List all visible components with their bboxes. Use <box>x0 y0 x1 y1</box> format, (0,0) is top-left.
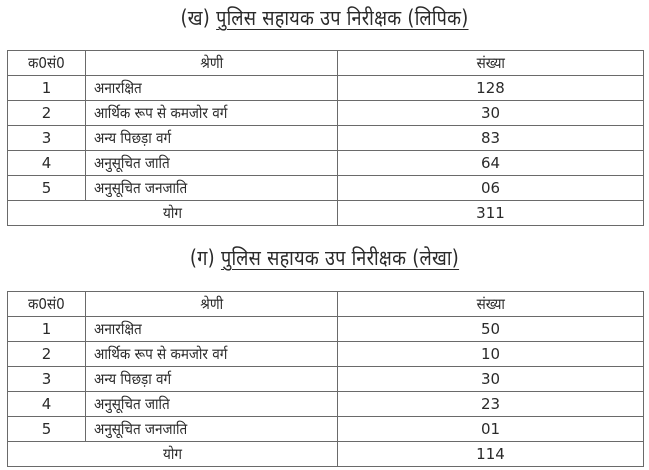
vacancy-table-lipik <box>7 50 644 226</box>
cell-count: 23 <box>338 392 644 417</box>
section-heading: पुलिस सहायक उप निरीक्षक (लिपिक) <box>216 6 469 30</box>
cell-count: 128 <box>338 76 644 101</box>
header-count: संख्या <box>338 292 644 317</box>
cell-serial: 4 <box>8 392 86 417</box>
cell-serial: 1 <box>8 76 86 101</box>
table-row <box>8 367 644 392</box>
cell-count: 30 <box>338 367 644 392</box>
header-category: श्रेणी <box>86 292 338 317</box>
table-total-row <box>8 442 644 467</box>
cell-count: 64 <box>338 151 644 176</box>
cell-category: अन्य पिछड़ा वर्ग <box>86 126 338 151</box>
cell-category: अनुसूचित जाति <box>86 392 338 417</box>
table-row <box>8 76 644 101</box>
header-count: संख्या <box>338 51 644 76</box>
table-row <box>8 126 644 151</box>
cell-count: 06 <box>338 176 644 201</box>
cell-serial: 3 <box>8 367 86 392</box>
total-label: योग <box>8 442 338 467</box>
cell-category: आर्थिक रूप से कमजोर वर्ग <box>86 101 338 126</box>
section-title-lipik <box>45 4 603 32</box>
cell-serial: 4 <box>8 151 86 176</box>
cell-count: 30 <box>338 101 644 126</box>
cell-serial: 3 <box>8 126 86 151</box>
table-row <box>8 417 644 442</box>
section-title-lekha <box>45 244 603 272</box>
cell-category: अनुसूचित जनजाति <box>86 417 338 442</box>
cell-count: 01 <box>338 417 644 442</box>
total-value: 311 <box>338 201 644 226</box>
total-label: योग <box>8 201 338 226</box>
cell-count: 10 <box>338 342 644 367</box>
header-serial: क0सं0 <box>8 292 86 317</box>
total-value: 114 <box>338 442 644 467</box>
header-serial: क0सं0 <box>8 51 86 76</box>
cell-category: आर्थिक रूप से कमजोर वर्ग <box>86 342 338 367</box>
vacancy-table-lekha <box>7 291 644 467</box>
section-heading: पुलिस सहायक उप निरीक्षक (लेखा) <box>220 246 460 270</box>
table-row <box>8 342 644 367</box>
cell-serial: 5 <box>8 417 86 442</box>
table-row <box>8 176 644 201</box>
cell-serial: 2 <box>8 342 86 367</box>
cell-category: अनुसूचित जनजाति <box>86 176 338 201</box>
cell-category: अनुसूचित जाति <box>86 151 338 176</box>
section-prefix: (ग) <box>189 246 215 270</box>
cell-serial: 2 <box>8 101 86 126</box>
cell-category: अन्य पिछड़ा वर्ग <box>86 367 338 392</box>
cell-category: अनारक्षित <box>86 76 338 101</box>
cell-serial: 1 <box>8 317 86 342</box>
table-row <box>8 101 644 126</box>
table-row <box>8 151 644 176</box>
table-row <box>8 317 644 342</box>
table-header-row <box>8 292 644 317</box>
table-header-row <box>8 51 644 76</box>
cell-count: 83 <box>338 126 644 151</box>
cell-count: 50 <box>338 317 644 342</box>
cell-serial: 5 <box>8 176 86 201</box>
cell-category: अनारक्षित <box>86 317 338 342</box>
table-row <box>8 392 644 417</box>
section-prefix: (ख) <box>180 6 211 30</box>
table-total-row <box>8 201 644 226</box>
header-category: श्रेणी <box>86 51 338 76</box>
